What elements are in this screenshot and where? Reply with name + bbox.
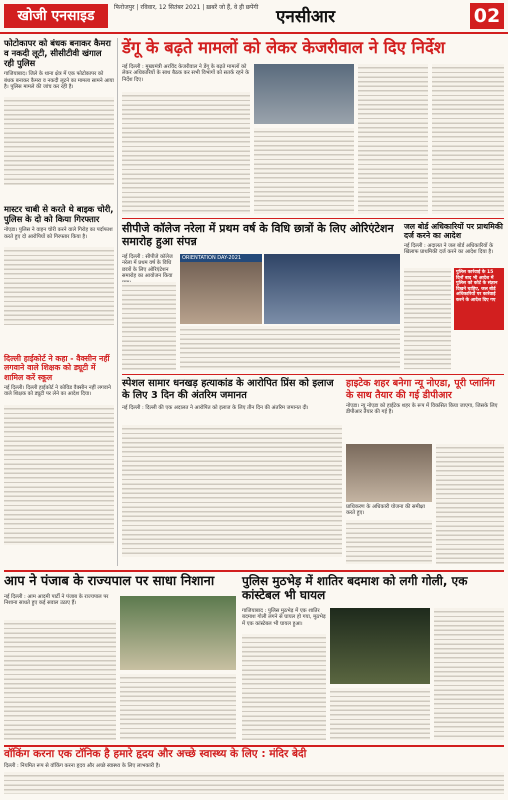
photo-banner: ORIENTATION DAY-2021 xyxy=(180,254,262,262)
story-left-mid xyxy=(4,204,114,350)
section-rule xyxy=(4,745,504,747)
story-text-lines xyxy=(120,674,236,740)
section-name: एनसीआर xyxy=(276,7,336,27)
story-headline: आप ने पंजाब के राज्यपाल पर साधा निशाना xyxy=(4,574,215,589)
story-text-lines xyxy=(4,247,114,325)
story-body: नोएडा। न्यू नोएडा को हाईटेक शहर के रूप में विकसित किया जाएगा, जिसके लिए डीपीआर तैयार की गई है। xyxy=(346,403,498,416)
story-headline: वॉकिंग करना एक टॉनिक है हमारे हृदय और अच्छे स्वास्थ्य के लिए : मंदिर बेदी xyxy=(4,748,307,760)
section-rule xyxy=(122,218,504,219)
story-text-lines xyxy=(180,326,400,370)
story-text-lines xyxy=(434,608,504,740)
story-text-lines xyxy=(4,405,114,545)
story-text-lines xyxy=(4,620,116,740)
photo-caption: प्राधिकरण के अधिकारी योजना की समीक्षा करते हुए। xyxy=(346,504,425,517)
story-text-lines xyxy=(4,772,504,794)
story-text-lines xyxy=(330,688,430,740)
newspaper-logo: खोजी एनसाइड xyxy=(4,4,108,28)
section-rule xyxy=(122,374,504,375)
story-body: दिल्ली : नियमित रूप से वॉकिंग करना हृदय और अच्छे स्वास्थ्य के लिए लाभकारी है। xyxy=(4,762,161,769)
story-bottom-left xyxy=(4,574,236,742)
story-headline: स्पेशल सामार धनखड़ हत्याकांड के आरोपित प्रिंस को इलाज के लिए 3 दिन की अंतरिम जमानत xyxy=(122,378,334,401)
lead-story xyxy=(122,38,504,216)
meeting-photo xyxy=(346,444,432,502)
story-right-a xyxy=(404,222,504,372)
story-headline: जल बोर्ड अधिकारियों पर प्राथमिकी दर्ज करने का आदेश xyxy=(404,222,503,241)
lead-headline: डेंगू के बढ़ते मामलों को लेकर केजरीवाल ने दिए निर्देश xyxy=(122,38,445,57)
story-body: गाजियाबाद : पुलिस मुठभेड़ में एक शातिर बदमाश गोली लगने से घायल हो गया, मुठभेड़ में एक कांस्टेबल भी घायल हुआ। xyxy=(242,608,326,627)
story-text-lines xyxy=(4,97,114,185)
story-left-low xyxy=(4,354,114,564)
story-mid-b xyxy=(122,378,342,566)
story-body: नोएडा। पुलिस ने वाहन चोरी करने वाले गिरोह का पर्दाफाश करते हुए दो आरोपियों को गिरफ्तार किया है। xyxy=(4,227,113,240)
story-bottom-right xyxy=(242,574,504,742)
story-body: नई दिल्ली। दिल्ली हाईकोर्ट ने कोविड वैक्सीन नहीं लगवाने वाले शिक्षक को ड्यूटी पर लेने का आदेश दिया। xyxy=(4,385,111,398)
story-text-lines xyxy=(122,425,342,557)
story-body: नई दिल्ली : सीपीजे कॉलेज नरेला में प्रथम वर्ष के विधि छात्रों के लिए ओरिएंटेशन समारोह का आयोजन किया xyxy=(122,254,173,280)
story-text-lines xyxy=(432,64,504,214)
story-text-lines xyxy=(122,282,176,370)
story-text-lines xyxy=(436,444,504,564)
story-text-lines xyxy=(122,92,250,214)
story-headline: हाइटेक शहर बनेगा न्यू नोएडा, पूरी प्लानिंग के साथ तैयार की गई डीपीआर xyxy=(346,378,495,401)
story-text-lines xyxy=(346,520,432,564)
politician-photo xyxy=(120,596,236,670)
story-mid-a xyxy=(122,222,400,372)
masthead xyxy=(0,0,508,34)
story-right-b xyxy=(346,378,504,566)
story-body: नई दिल्ली : आम आदमी पार्टी ने पंजाब के राज्यपाल पर निशाना साधते हुए कई सवाल उठाए हैं। xyxy=(4,594,109,607)
dateline: फिरोजपुर | रविवार, 12 सितंबर 2021 | ख़बरें जो हैं, वे ही छपेंगी xyxy=(114,4,259,11)
story-body: नई दिल्ली : दिल्ली की एक अदालत ने आरोपित को इलाज के लिए तीन दिन की अंतरिम जमानत दी। xyxy=(122,404,309,411)
story-text-lines xyxy=(404,268,451,370)
story-body: नई दिल्ली : अदालत ने जल बोर्ड अधिकारियों के खिलाफ प्राथमिकी दर्ज करने का आदेश दिया है। xyxy=(404,242,494,256)
story-headline: मास्टर चाबी से करते थे बाइक चोरी, पुलिस के दो को किया गिरफ्तार xyxy=(4,204,114,225)
lead-byline: नई दिल्ली : मुख्यमंत्री अरविंद केजरीवाल ने डेंगू के बढ़ते मामलों को लेकर अधिकारियों के साथ बैठक कर सभी विभागों को सतर्क रहने के निर्देश दिए। xyxy=(122,64,250,83)
story-headline: फोटोकापर को बंधक बनाकर कैमरा व नकदी लूटी, सीसीटीवी खंगाल रही पुलिस xyxy=(4,38,111,69)
police-photo xyxy=(330,608,430,684)
pull-quote: पुलिस कार्रवाई के 15 दिनों बाद भी आदेश में पुलिस को कोर्ट के संज्ञान दिखने चाहिए, जल बोर्ड अधिकारियों पर कार्रवाई करने के आदेश दिए गए xyxy=(454,268,504,330)
story-body: गाजियाबाद। जिले के थाना क्षेत्र में एक फोटोकापर को बंधक बनाकर कैमरा व नकदी लूटने का मामला सामने आया है। पुलिस मामले की जांच कर रही है। xyxy=(4,71,114,91)
event-photo-2 xyxy=(264,254,400,324)
story-headline: सीपीजे कॉलेज नरेला में प्रथम वर्ष के विधि छात्रों के लिए ओरिएंटेशन समारोह हुआ संपन्न xyxy=(122,222,394,249)
page-number: 02 xyxy=(470,3,504,29)
story-text-lines xyxy=(358,64,428,214)
story-headline: पुलिस मुठभेड़ में शातिर बदमाश को लगी गोली, एक कांस्टेबल भी घायल xyxy=(242,574,468,603)
section-rule xyxy=(4,570,504,572)
story-headline: दिल्ली हाईकोर्ट ने कहा - वैक्सीन नहीं लगवाने वाले शिक्षक को ड्यूटी में शामिल करें स्कूल xyxy=(4,354,110,382)
story-text-lines xyxy=(254,128,354,214)
column-divider xyxy=(117,38,118,566)
event-photo xyxy=(180,254,262,324)
story-left-top xyxy=(4,38,114,200)
lead-photo xyxy=(254,64,354,124)
story-text-lines xyxy=(242,634,326,740)
story-bottom-strip xyxy=(4,748,504,798)
